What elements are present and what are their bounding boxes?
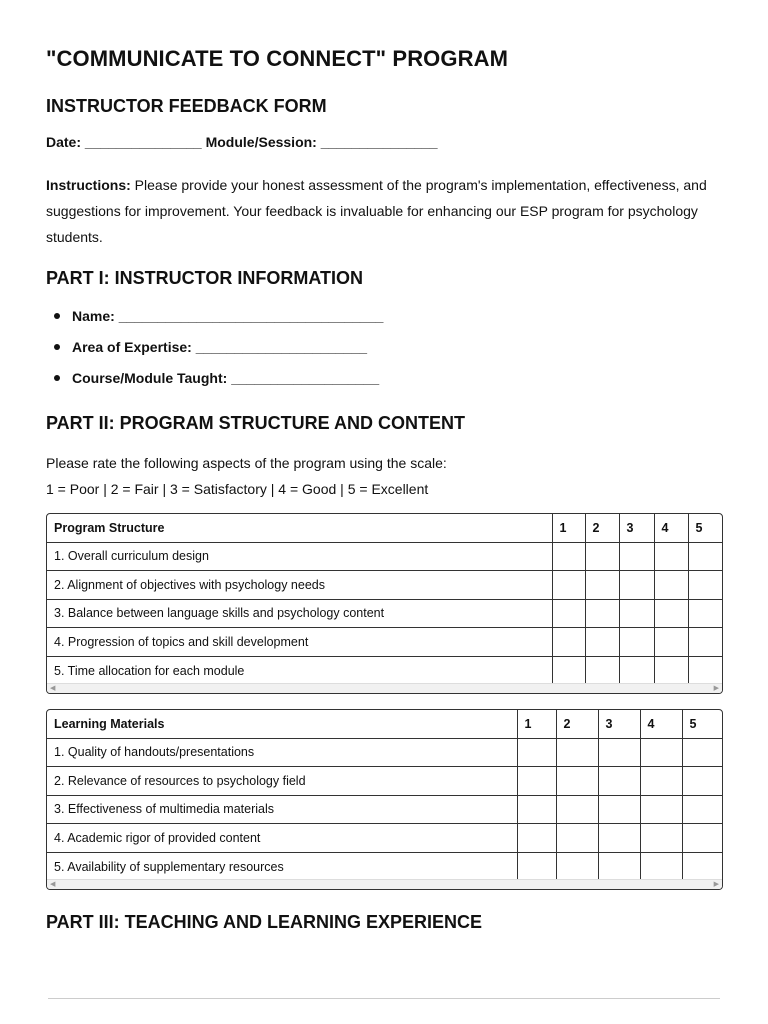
part3-heading: PART III: TEACHING AND LEARNING EXPERIENCE xyxy=(46,912,483,932)
table-row xyxy=(47,656,723,685)
criterion-label: 4. Academic rigor of provided content xyxy=(47,824,517,853)
bullet-icon xyxy=(54,344,60,350)
rating-cell[interactable] xyxy=(598,824,640,853)
program-structure-table xyxy=(46,513,723,694)
rating-cell[interactable] xyxy=(640,767,682,796)
rating-cell[interactable] xyxy=(517,738,556,767)
rating-cell[interactable] xyxy=(552,656,585,685)
rating-cell[interactable] xyxy=(688,571,723,600)
table-header: Learning Materials xyxy=(47,710,517,738)
table-row xyxy=(47,767,723,796)
rating-cell[interactable] xyxy=(598,852,640,881)
table-row xyxy=(47,824,723,853)
date-blank[interactable]: _______________ xyxy=(84,134,202,150)
rating-cell[interactable] xyxy=(640,738,682,767)
rating-column-header: 5 xyxy=(688,514,723,542)
criterion-label: 2. Relevance of resources to psychology field xyxy=(47,767,517,796)
table-row xyxy=(47,628,723,657)
criterion-label: 3. Balance between language skills and psychology content xyxy=(47,599,552,628)
rating-column-header: 4 xyxy=(654,514,688,542)
rating-cell[interactable] xyxy=(682,852,723,881)
horizontal-scrollbar[interactable] xyxy=(47,683,722,693)
instructions-label: Instructions: xyxy=(46,177,131,193)
module-label: Module/Session: xyxy=(205,134,317,150)
rating-cell[interactable] xyxy=(688,656,723,685)
criterion-label: 1. Overall curriculum design xyxy=(47,542,552,571)
rating-cell[interactable] xyxy=(682,767,723,796)
rating-cell[interactable] xyxy=(517,795,556,824)
criterion-label: 3. Effectiveness of multimedia materials xyxy=(47,795,517,824)
rating-cell[interactable] xyxy=(619,656,654,685)
criterion-label: 2. Alignment of objectives with psychology needs xyxy=(47,571,552,600)
rating-cell[interactable] xyxy=(640,824,682,853)
rating-scale: 1 = Poor | 2 = Fair | 3 = Satisfactory | 4 = Good | 5 = Excellent xyxy=(46,481,429,497)
rating-cell[interactable] xyxy=(556,767,598,796)
criterion-label: 4. Progression of topics and skill development xyxy=(47,628,552,657)
list-item xyxy=(46,336,383,367)
table-row xyxy=(47,599,723,628)
rating-cell[interactable] xyxy=(552,542,585,571)
rating-cell[interactable] xyxy=(640,852,682,881)
rating-cell[interactable] xyxy=(682,824,723,853)
page-divider xyxy=(48,998,720,999)
expertise-blank[interactable]: ______________________ xyxy=(195,339,368,355)
rating-cell[interactable] xyxy=(517,824,556,853)
rating-column-header: 3 xyxy=(619,514,654,542)
rating-cell[interactable] xyxy=(556,824,598,853)
form-title: INSTRUCTOR FEEDBACK FORM xyxy=(46,96,327,116)
part1-heading: PART I: INSTRUCTOR INFORMATION xyxy=(46,268,363,288)
page-title: "COMMUNICATE TO CONNECT" PROGRAM xyxy=(46,46,509,71)
rating-cell[interactable] xyxy=(619,628,654,657)
criterion-label: 1. Quality of handouts/presentations xyxy=(47,738,517,767)
rating-column-header: 1 xyxy=(552,514,585,542)
rating-cell[interactable] xyxy=(598,767,640,796)
table-header-row xyxy=(47,710,723,738)
rating-cell[interactable] xyxy=(688,599,723,628)
rating-cell[interactable] xyxy=(517,852,556,881)
rating-instruction: Please rate the following aspects of the program using the scale: xyxy=(46,455,447,471)
module-blank[interactable]: _______________ xyxy=(320,134,438,150)
table-row xyxy=(47,738,723,767)
expertise-label: Area of Expertise: xyxy=(72,339,192,355)
name-label: Name: xyxy=(72,308,115,324)
rating-cell[interactable] xyxy=(552,599,585,628)
bullet-icon xyxy=(54,375,60,381)
course-blank[interactable]: ___________________ xyxy=(231,370,380,386)
rating-intro xyxy=(46,450,447,502)
rating-cell[interactable] xyxy=(517,767,556,796)
rating-cell[interactable] xyxy=(640,795,682,824)
bullet-icon xyxy=(54,313,60,319)
scroll-left-icon[interactable]: ◀ xyxy=(50,685,56,692)
learning-materials-table xyxy=(46,709,723,890)
rating-cell[interactable] xyxy=(654,599,688,628)
table-row xyxy=(47,795,723,824)
list-item xyxy=(46,367,383,398)
instructions xyxy=(46,172,726,250)
table-header-row xyxy=(47,514,723,542)
instructions-text: Please provide your honest assessment of the program's implementation, effectiveness, and suggestions for improvement. Your feedback is invaluable for enhancing our ESP program for psychology students. xyxy=(46,177,707,245)
rating-cell[interactable] xyxy=(556,738,598,767)
list-item xyxy=(46,305,383,336)
rating-cell[interactable] xyxy=(598,795,640,824)
rating-cell[interactable] xyxy=(552,628,585,657)
rating-cell[interactable] xyxy=(619,571,654,600)
rating-cell[interactable] xyxy=(585,599,619,628)
rating-cell[interactable] xyxy=(688,542,723,571)
rating-cell[interactable] xyxy=(585,571,619,600)
scroll-right-icon[interactable]: ▶ xyxy=(713,881,719,888)
rating-cell[interactable] xyxy=(585,542,619,571)
rating-cell[interactable] xyxy=(688,628,723,657)
rating-cell[interactable] xyxy=(585,628,619,657)
rating-column-header: 2 xyxy=(585,514,619,542)
scroll-left-icon[interactable]: ◀ xyxy=(50,881,56,888)
rating-cell[interactable] xyxy=(654,542,688,571)
rating-column-header: 2 xyxy=(556,710,598,738)
name-blank[interactable]: __________________________________ xyxy=(118,308,384,324)
rating-cell[interactable] xyxy=(682,738,723,767)
rating-column-header: 1 xyxy=(517,710,556,738)
table-row xyxy=(47,852,723,881)
rating-cell[interactable] xyxy=(556,795,598,824)
table-row xyxy=(47,571,723,600)
course-label: Course/Module Taught: xyxy=(72,370,228,386)
table-row xyxy=(47,542,723,571)
rating-cell[interactable] xyxy=(585,656,619,685)
rating-column-header: 5 xyxy=(682,710,723,738)
criterion-label: 5. Availability of supplementary resources xyxy=(47,852,517,881)
rating-column-header: 3 xyxy=(598,710,640,738)
rating-cell[interactable] xyxy=(654,628,688,657)
rating-cell[interactable] xyxy=(556,852,598,881)
rating-cell[interactable] xyxy=(654,571,688,600)
rating-cell[interactable] xyxy=(682,795,723,824)
rating-cell[interactable] xyxy=(654,656,688,685)
date-label: Date: xyxy=(46,134,82,150)
horizontal-scrollbar[interactable] xyxy=(47,879,722,889)
criterion-label: 5. Time allocation for each module xyxy=(47,656,552,685)
table-header: Program Structure xyxy=(47,514,552,542)
part2-heading: PART II: PROGRAM STRUCTURE AND CONTENT xyxy=(46,413,465,433)
scroll-right-icon[interactable]: ▶ xyxy=(713,685,719,692)
date-line xyxy=(46,134,438,150)
rating-column-header: 4 xyxy=(640,710,682,738)
rating-cell[interactable] xyxy=(619,599,654,628)
rating-cell[interactable] xyxy=(552,571,585,600)
rating-cell[interactable] xyxy=(619,542,654,571)
instructor-info-list xyxy=(46,305,383,398)
rating-cell[interactable] xyxy=(598,738,640,767)
